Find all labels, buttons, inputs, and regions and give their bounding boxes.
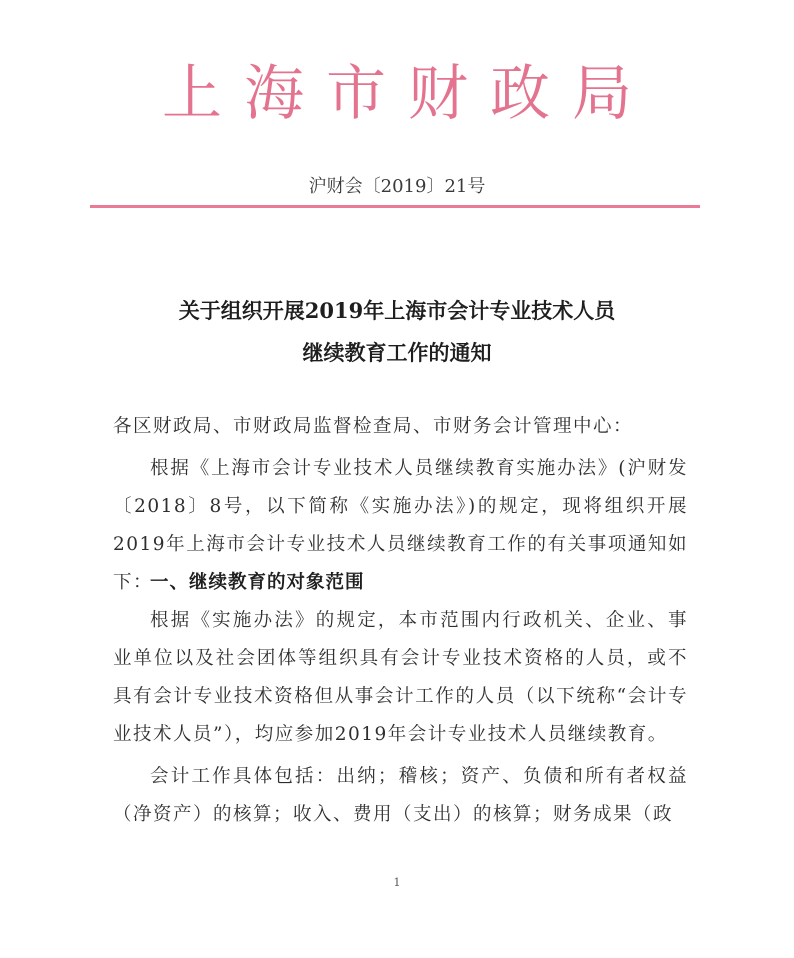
page-number: 1 — [393, 876, 401, 889]
notice-title-line2: 继续教育工作的通知 — [302, 340, 492, 365]
document-number: 沪财会〔2019〕21号 — [308, 176, 486, 197]
header-divider — [90, 205, 700, 208]
notice-title-line1: 关于组织开展2019年上海市会计专业技术人员 — [178, 298, 616, 323]
salutation: 各区财政局、市财政局监督检查局、市财务会计管理中心： — [113, 416, 634, 437]
section-heading-scope: 一、继续教育的对象范围 — [150, 572, 365, 593]
paragraph-intro: 根据《上海市会计专业技术人员继续教育实施办法》(沪财发〔2018〕8号，以下简称《实施办法》)的规定，现将组织开展2019年上海市会计专业技术人员继续教育工作的有关事项通知如下： — [113, 458, 688, 593]
issuer-header: 上海市财政局 — [162, 59, 654, 129]
paragraph-scope: 根据《实施办法》的规定，本市范围内行政机关、企业、事业单位以及社会团体等组织具有会计专业技术资格的人员，或不具有会计专业技术资格但从事会计工作的人员（以下统称“会计专业技术人员”），均应参加2019年会计专业技术人员继续教育。 — [113, 610, 688, 745]
paragraph-work-scope: 会计工作具体包括：出纳；稽核；资产、负债和所有者权益（净资产）的核算；收入、费用（支出）的核算；财务成果（政 — [113, 766, 688, 825]
